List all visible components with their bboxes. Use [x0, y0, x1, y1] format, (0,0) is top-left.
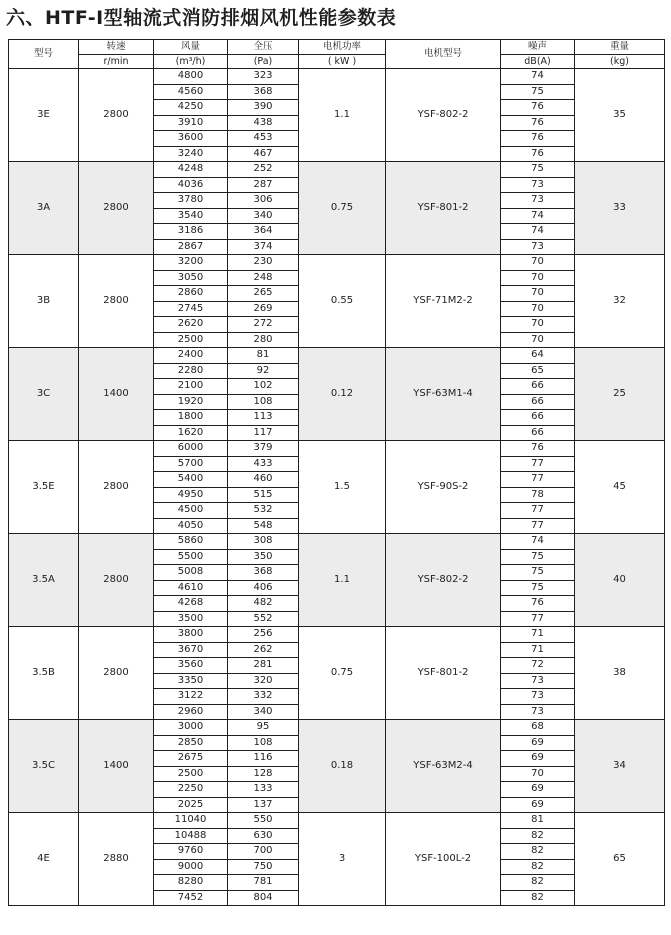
airflow-cell: 8280 — [154, 875, 228, 891]
airflow-cell: 4250 — [154, 100, 228, 116]
airflow-cell: 2675 — [154, 751, 228, 767]
pressure-cell: 340 — [228, 208, 299, 224]
pressure-cell: 108 — [228, 394, 299, 410]
airflow-cell: 2025 — [154, 797, 228, 813]
noise-cell: 76 — [501, 100, 575, 116]
airflow-cell: 2620 — [154, 317, 228, 333]
model-cell: 3E — [9, 69, 79, 162]
noise-cell: 73 — [501, 689, 575, 705]
noise-cell: 70 — [501, 270, 575, 286]
noise-cell: 66 — [501, 425, 575, 441]
motor-model-cell: YSF-801-2 — [386, 162, 501, 255]
pressure-cell: 438 — [228, 115, 299, 131]
airflow-cell: 3200 — [154, 255, 228, 271]
pressure-cell: 252 — [228, 162, 299, 178]
pressure-cell: 137 — [228, 797, 299, 813]
pressure-cell: 332 — [228, 689, 299, 705]
weight-cell: 25 — [575, 348, 665, 441]
pressure-cell: 340 — [228, 704, 299, 720]
noise-cell: 74 — [501, 224, 575, 240]
airflow-cell: 11040 — [154, 813, 228, 829]
pressure-cell: 390 — [228, 100, 299, 116]
weight-cell: 45 — [575, 441, 665, 534]
pressure-cell: 92 — [228, 363, 299, 379]
pressure-cell: 467 — [228, 146, 299, 162]
table-row — [9, 627, 665, 643]
airflow-cell: 5400 — [154, 472, 228, 488]
power-cell: 1.1 — [299, 69, 386, 162]
pressure-cell: 116 — [228, 751, 299, 767]
model-cell: 3.5B — [9, 627, 79, 720]
airflow-cell: 7452 — [154, 890, 228, 906]
airflow-cell: 2960 — [154, 704, 228, 720]
airflow-cell: 2400 — [154, 348, 228, 364]
noise-cell: 75 — [501, 565, 575, 581]
airflow-cell: 4950 — [154, 487, 228, 503]
table-body — [9, 40, 665, 906]
power-cell: 0.75 — [299, 162, 386, 255]
noise-cell: 76 — [501, 115, 575, 131]
airflow-cell: 2100 — [154, 379, 228, 395]
power-cell: 1.5 — [299, 441, 386, 534]
airflow-cell: 3800 — [154, 627, 228, 643]
noise-cell: 77 — [501, 518, 575, 534]
header-model: 型号 — [9, 40, 79, 69]
pressure-cell: 308 — [228, 534, 299, 550]
motor-model-cell: YSF-71M2-2 — [386, 255, 501, 348]
header-airflow: 风量 — [154, 40, 228, 55]
airflow-cell: 3600 — [154, 131, 228, 147]
noise-cell: 73 — [501, 704, 575, 720]
airflow-cell: 3240 — [154, 146, 228, 162]
motor-model-cell: YSF-802-2 — [386, 69, 501, 162]
noise-cell: 73 — [501, 673, 575, 689]
power-cell: 0.75 — [299, 627, 386, 720]
motor-model-cell: YSF-90S-2 — [386, 441, 501, 534]
weight-cell: 65 — [575, 813, 665, 906]
airflow-cell: 1620 — [154, 425, 228, 441]
pressure-cell: 781 — [228, 875, 299, 891]
pressure-cell: 368 — [228, 84, 299, 100]
table-row — [9, 813, 665, 829]
airflow-cell: 3500 — [154, 611, 228, 627]
pressure-cell: 532 — [228, 503, 299, 519]
weight-cell: 34 — [575, 720, 665, 813]
header-airflow-unit: (m³/h) — [154, 54, 228, 69]
airflow-cell: 2850 — [154, 735, 228, 751]
airflow-cell: 2500 — [154, 332, 228, 348]
airflow-cell: 5008 — [154, 565, 228, 581]
table-row — [9, 255, 665, 271]
noise-cell: 71 — [501, 642, 575, 658]
airflow-cell: 3670 — [154, 642, 228, 658]
noise-cell: 70 — [501, 286, 575, 302]
noise-cell: 73 — [501, 239, 575, 255]
airflow-cell: 2250 — [154, 782, 228, 798]
weight-cell: 40 — [575, 534, 665, 627]
airflow-cell: 4560 — [154, 84, 228, 100]
pressure-cell: 256 — [228, 627, 299, 643]
weight-cell: 38 — [575, 627, 665, 720]
airflow-cell: 3122 — [154, 689, 228, 705]
pressure-cell: 804 — [228, 890, 299, 906]
pressure-cell: 750 — [228, 859, 299, 875]
noise-cell: 76 — [501, 146, 575, 162]
speed-cell: 2800 — [79, 534, 154, 627]
header-unit-row — [9, 54, 665, 69]
motor-model-cell: YSF-63M2-4 — [386, 720, 501, 813]
pressure-cell: 265 — [228, 286, 299, 302]
header-row — [9, 40, 665, 55]
power-cell: 1.1 — [299, 534, 386, 627]
airflow-cell: 4036 — [154, 177, 228, 193]
airflow-cell: 9760 — [154, 844, 228, 860]
model-cell: 3C — [9, 348, 79, 441]
airflow-cell: 5500 — [154, 549, 228, 565]
header-speed: 转速 — [79, 40, 154, 55]
pressure-cell: 113 — [228, 410, 299, 426]
speed-cell: 2800 — [79, 162, 154, 255]
pressure-cell: 306 — [228, 193, 299, 209]
noise-cell: 69 — [501, 797, 575, 813]
table-row — [9, 720, 665, 736]
noise-cell: 81 — [501, 813, 575, 829]
airflow-cell: 1920 — [154, 394, 228, 410]
noise-cell: 77 — [501, 472, 575, 488]
airflow-cell: 4050 — [154, 518, 228, 534]
noise-cell: 71 — [501, 627, 575, 643]
speed-cell: 1400 — [79, 348, 154, 441]
pressure-cell: 320 — [228, 673, 299, 689]
table-row — [9, 162, 665, 178]
noise-cell: 76 — [501, 441, 575, 457]
noise-cell: 64 — [501, 348, 575, 364]
pressure-cell: 406 — [228, 580, 299, 596]
noise-cell: 82 — [501, 890, 575, 906]
pressure-cell: 102 — [228, 379, 299, 395]
pressure-cell: 269 — [228, 301, 299, 317]
pressure-cell: 280 — [228, 332, 299, 348]
airflow-cell: 3350 — [154, 673, 228, 689]
noise-cell: 74 — [501, 69, 575, 85]
model-cell: 3.5A — [9, 534, 79, 627]
pressure-cell: 81 — [228, 348, 299, 364]
pressure-cell: 374 — [228, 239, 299, 255]
weight-cell: 32 — [575, 255, 665, 348]
airflow-cell: 4268 — [154, 596, 228, 612]
noise-cell: 69 — [501, 782, 575, 798]
model-cell: 3A — [9, 162, 79, 255]
pressure-cell: 482 — [228, 596, 299, 612]
header-noise-unit: dB(A) — [501, 54, 575, 69]
speed-cell: 1400 — [79, 720, 154, 813]
pressure-cell: 117 — [228, 425, 299, 441]
model-cell: 3.5E — [9, 441, 79, 534]
airflow-cell: 6000 — [154, 441, 228, 457]
airflow-cell: 3050 — [154, 270, 228, 286]
table-row — [9, 534, 665, 550]
airflow-cell: 3780 — [154, 193, 228, 209]
airflow-cell: 3560 — [154, 658, 228, 674]
airflow-cell: 2280 — [154, 363, 228, 379]
power-cell: 0.55 — [299, 255, 386, 348]
motor-model-cell: YSF-802-2 — [386, 534, 501, 627]
airflow-cell: 2860 — [154, 286, 228, 302]
pressure-cell: 248 — [228, 270, 299, 286]
pressure-cell: 287 — [228, 177, 299, 193]
noise-cell: 66 — [501, 410, 575, 426]
airflow-cell: 3000 — [154, 720, 228, 736]
pressure-cell: 350 — [228, 549, 299, 565]
noise-cell: 82 — [501, 844, 575, 860]
model-cell: 3.5C — [9, 720, 79, 813]
header-weight-unit: (kg) — [575, 54, 665, 69]
noise-cell: 70 — [501, 317, 575, 333]
pressure-cell: 552 — [228, 611, 299, 627]
pressure-cell: 548 — [228, 518, 299, 534]
power-cell: 3 — [299, 813, 386, 906]
pressure-cell: 630 — [228, 828, 299, 844]
noise-cell: 70 — [501, 766, 575, 782]
pressure-cell: 133 — [228, 782, 299, 798]
noise-cell: 75 — [501, 580, 575, 596]
airflow-cell: 3910 — [154, 115, 228, 131]
table-row — [9, 441, 665, 457]
pressure-cell: 281 — [228, 658, 299, 674]
airflow-cell: 9000 — [154, 859, 228, 875]
header-motor: 电机型号 — [386, 40, 501, 69]
airflow-cell: 3540 — [154, 208, 228, 224]
noise-cell: 70 — [501, 255, 575, 271]
header-power-unit: ( kW ) — [299, 54, 386, 69]
header-speed-unit: r/min — [79, 54, 154, 69]
header-power: 电机功率 — [299, 40, 386, 55]
airflow-cell: 4800 — [154, 69, 228, 85]
pressure-cell: 262 — [228, 642, 299, 658]
speed-cell: 2800 — [79, 441, 154, 534]
noise-cell: 82 — [501, 859, 575, 875]
airflow-cell: 2500 — [154, 766, 228, 782]
airflow-cell: 10488 — [154, 828, 228, 844]
weight-cell: 35 — [575, 69, 665, 162]
pressure-cell: 515 — [228, 487, 299, 503]
pressure-cell: 364 — [228, 224, 299, 240]
airflow-cell: 2867 — [154, 239, 228, 255]
noise-cell: 75 — [501, 549, 575, 565]
airflow-cell: 3186 — [154, 224, 228, 240]
airflow-cell: 4500 — [154, 503, 228, 519]
pressure-cell: 230 — [228, 255, 299, 271]
noise-cell: 69 — [501, 735, 575, 751]
speed-cell: 2800 — [79, 69, 154, 162]
motor-model-cell: YSF-801-2 — [386, 627, 501, 720]
pressure-cell: 368 — [228, 565, 299, 581]
pressure-cell: 433 — [228, 456, 299, 472]
motor-model-cell: YSF-63M1-4 — [386, 348, 501, 441]
model-cell: 4E — [9, 813, 79, 906]
header-weight: 重量 — [575, 40, 665, 55]
page-title: 六、HTF-I型轴流式消防排烟风机性能参数表 — [6, 7, 397, 29]
noise-cell: 76 — [501, 131, 575, 147]
noise-cell: 74 — [501, 534, 575, 550]
speed-cell: 2800 — [79, 627, 154, 720]
noise-cell: 66 — [501, 379, 575, 395]
model-cell: 3B — [9, 255, 79, 348]
airflow-cell: 5860 — [154, 534, 228, 550]
header-pressure-unit: (Pa) — [228, 54, 299, 69]
noise-cell: 70 — [501, 301, 575, 317]
airflow-cell: 2745 — [154, 301, 228, 317]
noise-cell: 65 — [501, 363, 575, 379]
airflow-cell: 1800 — [154, 410, 228, 426]
airflow-cell: 5700 — [154, 456, 228, 472]
noise-cell: 78 — [501, 487, 575, 503]
noise-cell: 75 — [501, 162, 575, 178]
speed-cell: 2880 — [79, 813, 154, 906]
noise-cell: 82 — [501, 875, 575, 891]
noise-cell: 82 — [501, 828, 575, 844]
pressure-cell: 700 — [228, 844, 299, 860]
pressure-cell: 108 — [228, 735, 299, 751]
weight-cell: 33 — [575, 162, 665, 255]
pressure-cell: 460 — [228, 472, 299, 488]
noise-cell: 73 — [501, 177, 575, 193]
noise-cell: 77 — [501, 611, 575, 627]
table-row — [9, 348, 665, 364]
performance-table — [8, 39, 665, 906]
pressure-cell: 550 — [228, 813, 299, 829]
pressure-cell: 128 — [228, 766, 299, 782]
noise-cell: 76 — [501, 596, 575, 612]
noise-cell: 77 — [501, 503, 575, 519]
noise-cell: 75 — [501, 84, 575, 100]
noise-cell: 77 — [501, 456, 575, 472]
noise-cell: 70 — [501, 332, 575, 348]
pressure-cell: 453 — [228, 131, 299, 147]
table-row — [9, 69, 665, 85]
noise-cell: 73 — [501, 193, 575, 209]
header-noise: 噪声 — [501, 40, 575, 55]
airflow-cell: 4248 — [154, 162, 228, 178]
pressure-cell: 379 — [228, 441, 299, 457]
power-cell: 0.12 — [299, 348, 386, 441]
speed-cell: 2800 — [79, 255, 154, 348]
pressure-cell: 95 — [228, 720, 299, 736]
motor-model-cell: YSF-100L-2 — [386, 813, 501, 906]
pressure-cell: 323 — [228, 69, 299, 85]
noise-cell: 68 — [501, 720, 575, 736]
header-pressure: 全压 — [228, 40, 299, 55]
noise-cell: 66 — [501, 394, 575, 410]
airflow-cell: 4610 — [154, 580, 228, 596]
noise-cell: 69 — [501, 751, 575, 767]
noise-cell: 72 — [501, 658, 575, 674]
pressure-cell: 272 — [228, 317, 299, 333]
noise-cell: 74 — [501, 208, 575, 224]
power-cell: 0.18 — [299, 720, 386, 813]
